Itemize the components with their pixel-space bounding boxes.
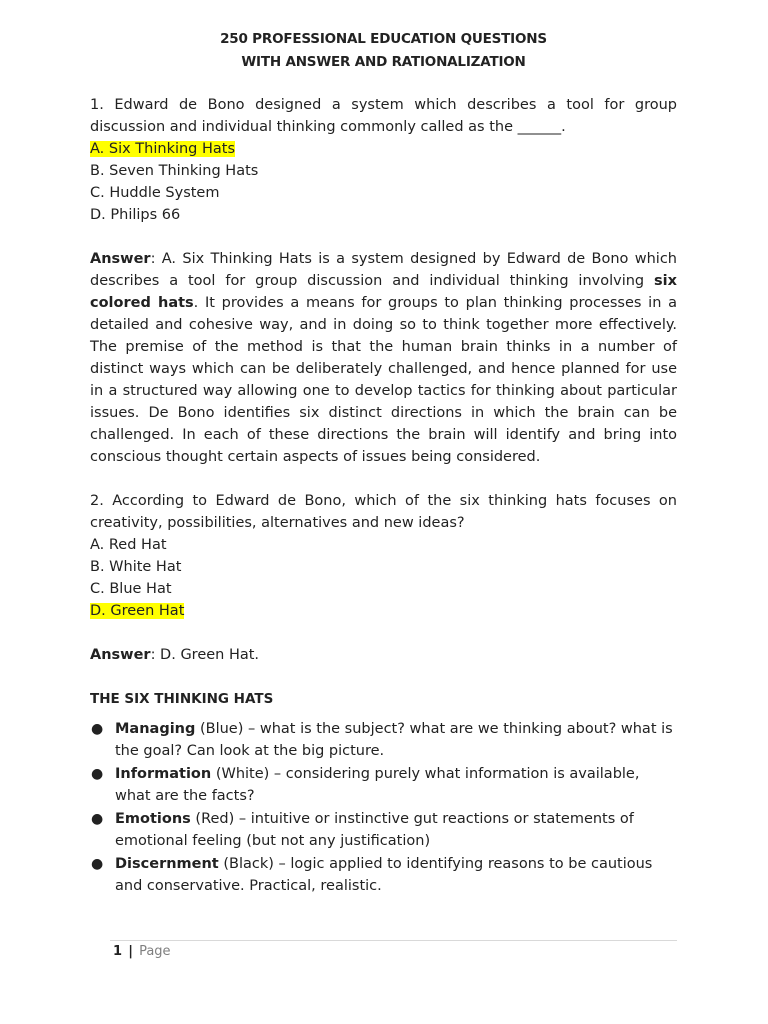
hat-name: Managing: [115, 721, 196, 737]
hat-item-discernment: [90, 853, 677, 897]
answer-label: Answer: [90, 251, 151, 267]
correct-answer-highlight: A. Six Thinking Hats: [90, 141, 236, 157]
hat-item-managing: [90, 718, 677, 762]
page-footer: [113, 943, 171, 961]
question-1-text: 1. Edward de Bono designed a system which describes a tool for group discussion and individual thinking commonly called as the ______.: [90, 97, 677, 135]
bullet-icon: ●: [91, 811, 104, 827]
hat-name: Emotions: [115, 811, 191, 827]
correct-answer-highlight: D. Green Hat: [90, 603, 185, 619]
question-2: [90, 490, 677, 666]
hat-item-emotions: [90, 808, 677, 852]
bullet-icon: ●: [91, 766, 104, 782]
document-title: [90, 28, 677, 74]
question-1-option-d: D. Philips 66: [90, 207, 181, 223]
question-1-option-b: B. Seven Thinking Hats: [90, 163, 259, 179]
page-number: 1: [113, 944, 123, 959]
question-2-option-b: B. White Hat: [90, 559, 182, 575]
hat-name: Discernment: [115, 856, 219, 872]
question-2-option-d: [90, 600, 677, 622]
bullet-icon: ●: [91, 721, 104, 737]
question-2-option-a: A. Red Hat: [90, 537, 167, 553]
answer-bold-phrase: six colored hats: [90, 273, 677, 311]
answer-text-part-1: : A. Six Thinking Hats is a system designed by Edward de Bono which describes a tool for group discussion and individual thinking involving: [90, 251, 677, 289]
footer-separator: |: [128, 944, 133, 959]
question-2-option-c: C. Blue Hat: [90, 581, 172, 597]
question-1: [90, 94, 677, 468]
page-label: Page: [139, 944, 171, 959]
question-2-text: 2. According to Edward de Bono, which of the six thinking hats focuses on creativity, possibilities, alternatives and new ideas?: [90, 493, 677, 531]
title-line-2: WITH ANSWER AND RATIONALIZATION: [241, 54, 526, 70]
hat-description: (White) – considering purely what information is available, what are the facts?: [115, 766, 640, 804]
answer-label: Answer: [90, 647, 151, 663]
hat-description: (Red) – intuitive or instinctive gut reactions or statements of emotional feeling (but not any justification): [115, 811, 634, 849]
section-title: THE SIX THINKING HATS: [90, 691, 274, 707]
hat-description: (Black) – logic applied to identifying reasons to be cautious and conservative. Practical, realistic.: [115, 856, 653, 894]
answer-text-part-2: . It provides a means for groups to plan thinking processes in a detailed and cohesive way, and in doing so to think together more effectively. The premise of the method is that the human brain thinks in a number of distinct ways which can be deliberately challenged, and hence planned for use in a structured way allowing one to develop tactics for thinking about particular issues. De Bono identifies six distinct directions in which the brain can be challenged. In each of these directions the brain will identify and bring into conscious thought certain aspects of issues being considered.: [90, 295, 677, 465]
question-1-answer: [90, 248, 677, 468]
question-1-option-a: [90, 138, 677, 160]
footer-divider: [110, 940, 677, 941]
bullet-icon: ●: [91, 856, 104, 872]
question-1-option-c: C. Huddle System: [90, 185, 220, 201]
hat-description: (Blue) – what is the subject? what are we thinking about? what is the goal? Can look at the big picture.: [115, 721, 673, 759]
answer-text: : D. Green Hat.: [150, 647, 260, 663]
hats-list: [90, 718, 677, 897]
title-line-1: 250 PROFESSIONAL EDUCATION QUESTIONS: [220, 31, 547, 47]
question-2-answer: [90, 644, 677, 666]
page-content: [90, 28, 677, 898]
hat-name: Information: [115, 766, 212, 782]
hat-item-information: [90, 763, 677, 807]
